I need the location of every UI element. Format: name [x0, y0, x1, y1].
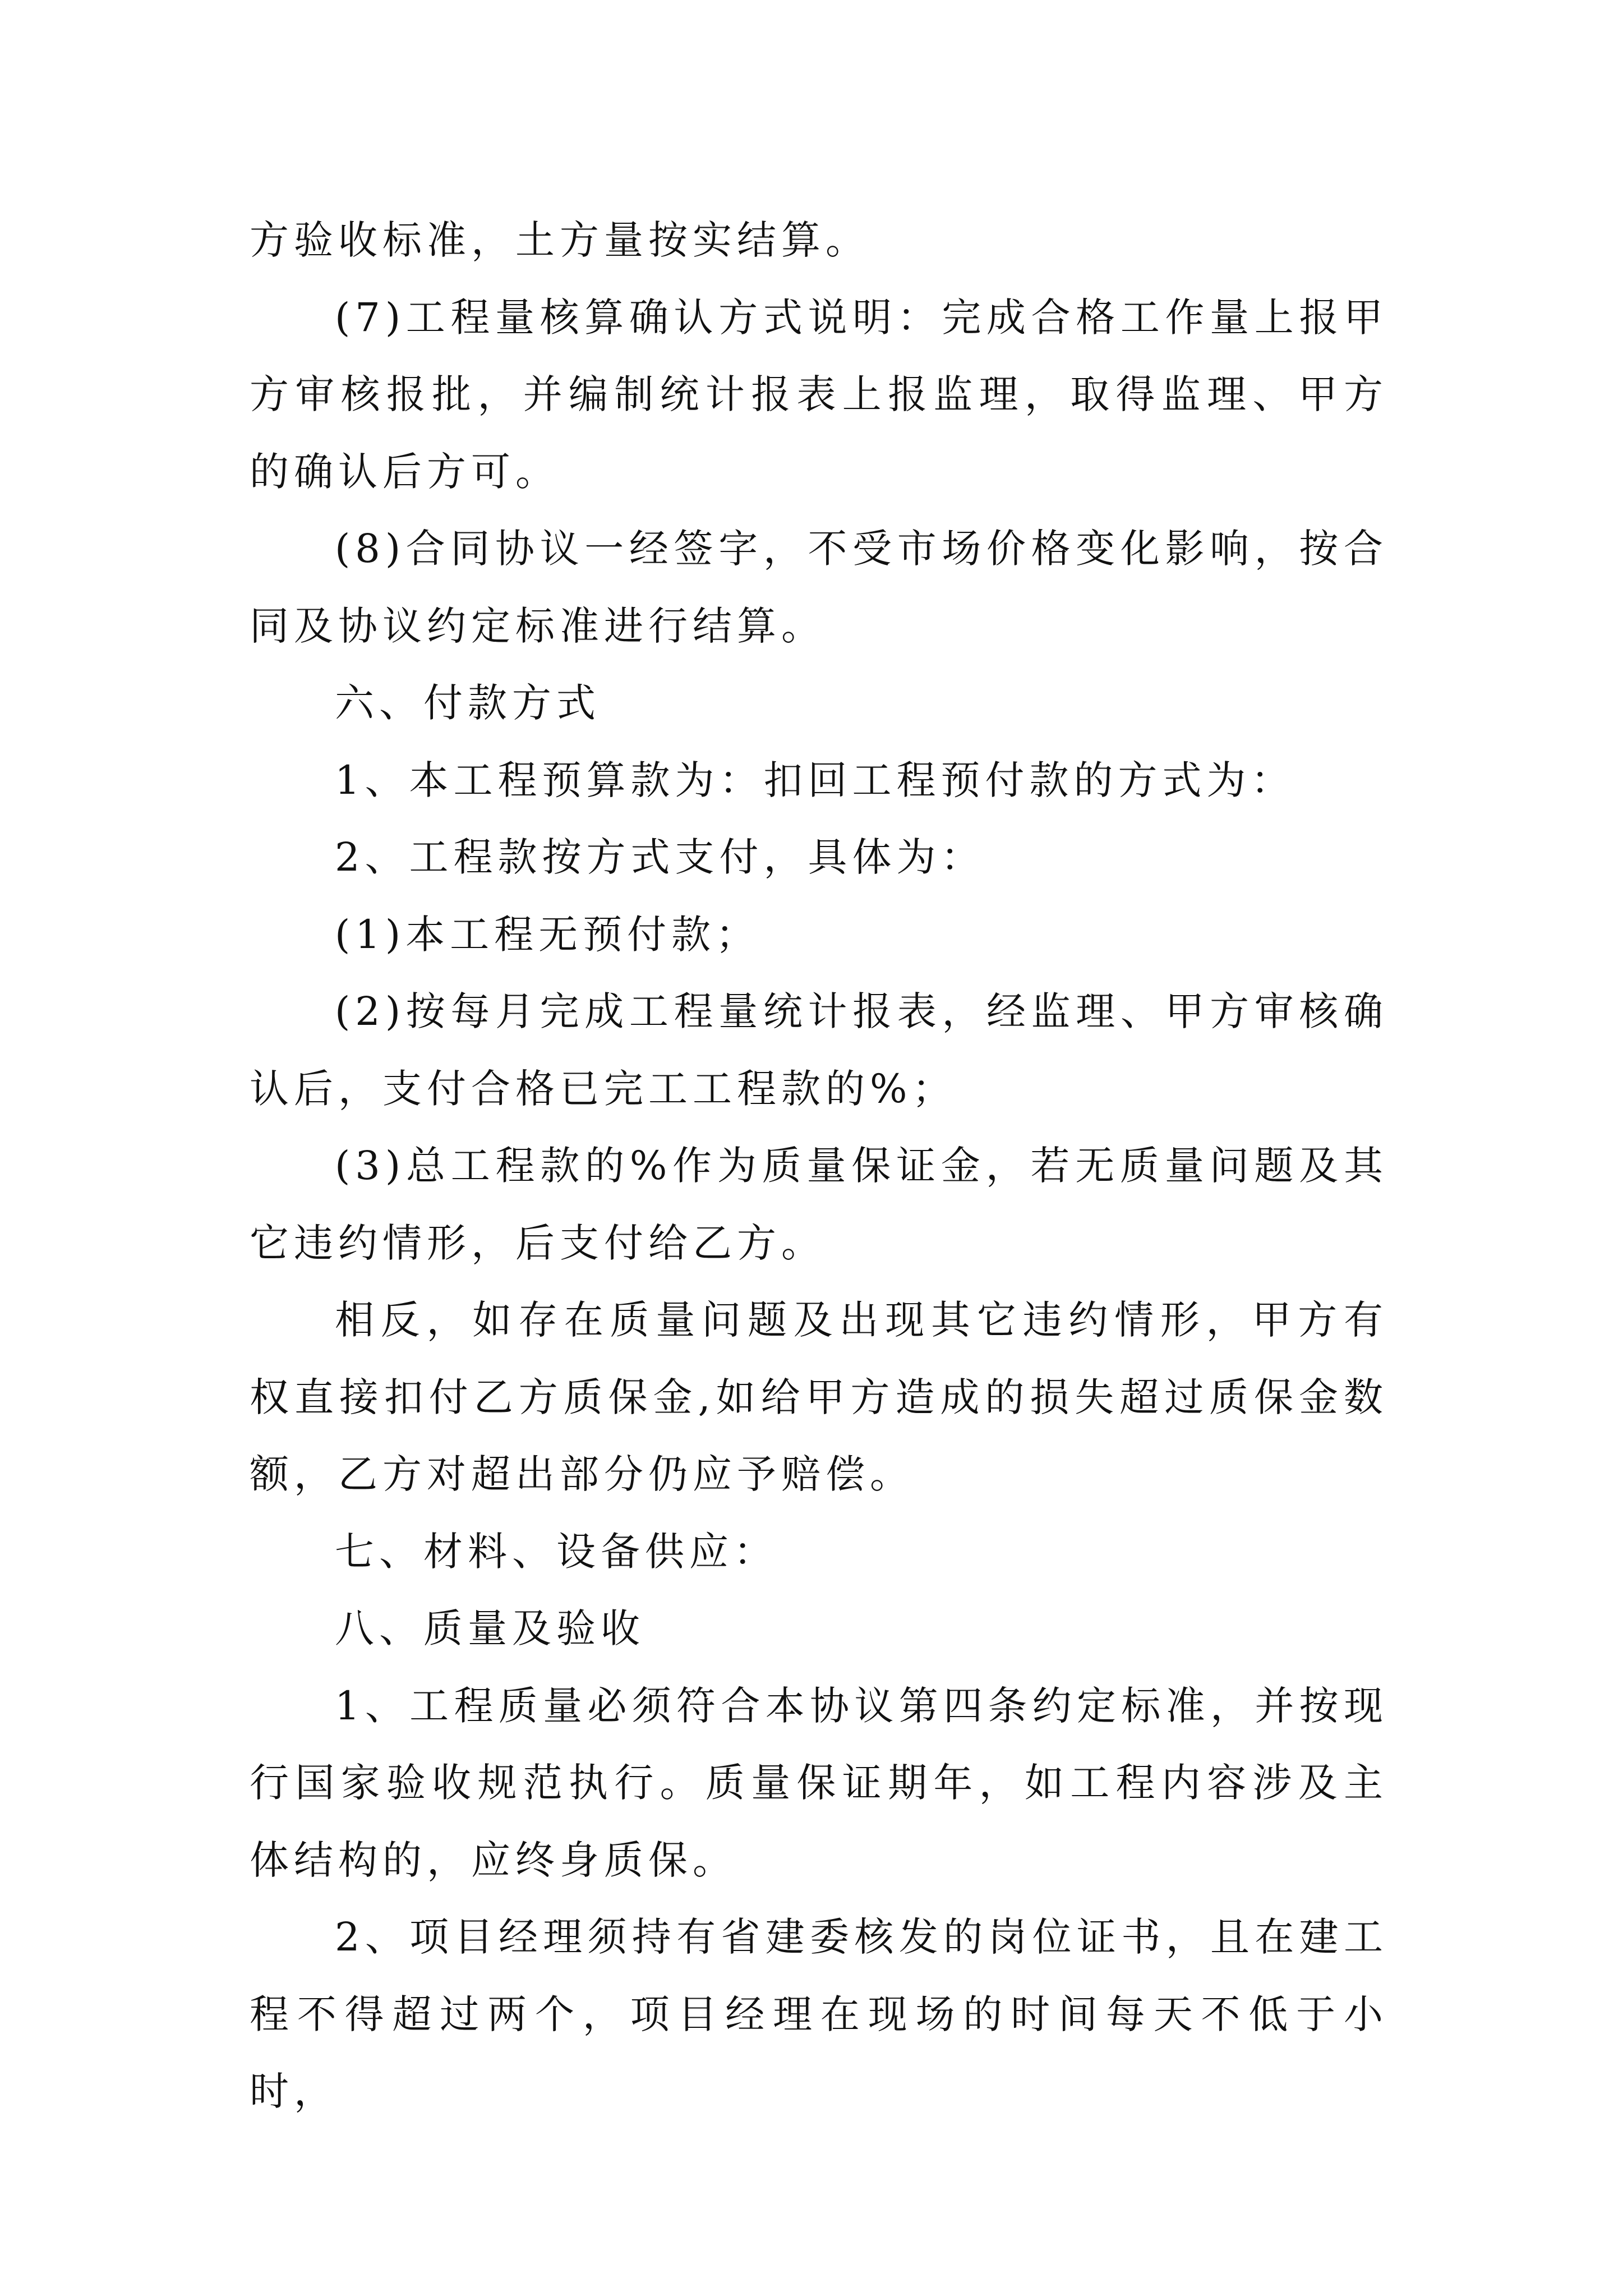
paragraph-no-prepayment: (1)本工程无预付款； — [335, 911, 760, 958]
section-heading-payment: 六、付款方式 — [335, 680, 601, 726]
paragraph-quality-standard: 1、工程质量必须符合本协议第四条约定标准，并按现行国家验收规范执行。质量保证期年，如工程内容涉及主体结构的，应终身质保。 — [250, 1682, 1388, 1883]
paragraph-continuation: 方验收标准，土方量按实结算。 — [250, 217, 870, 263]
paragraph-deposit-deduction: 相反，如存在质量问题及出现其它违约情形，甲方有权直接扣付乙方质保金,如给甲方造成的损失超过质保金数额，乙方对超出部分仍应予赔偿。 — [250, 1297, 1388, 1497]
paragraph-quality-deposit: (3)总工程款的%作为质量保证金，若无质量问题及其它违约情形，后支付给乙方。 — [250, 1143, 1388, 1266]
document-body — [250, 202, 1388, 2131]
paragraph-monthly-payment: (2)按每月完成工程量统计报表，经监理、甲方审核确认后，支付合格已完工工程款的%； — [250, 988, 1388, 1112]
section-heading-materials: 七、材料、设备供应： — [335, 1528, 778, 1575]
paragraph-payment-method: 2、工程款按方式支付，具体为： — [335, 834, 985, 880]
paragraph-item-7: (7)工程量核算确认方式说明：完成合格工作量上报甲方审核报批，并编制统计报表上报监理，取得监理、甲方的确认后方可。 — [250, 294, 1388, 495]
section-heading-quality: 八、质量及验收 — [335, 1605, 645, 1651]
paragraph-item-8: (8)合同协议一经签字，不受市场价格变化影响，按合同及协议约定标准进行结算。 — [250, 526, 1388, 649]
paragraph-budget: 1、本工程预算款为：扣回工程预付款的方式为： — [335, 757, 1295, 803]
paragraph-project-manager: 2、项目经理须持有省建委核发的岗位证书，且在建工程不得超过两个，项目经理在现场的时间每天不低于小时， — [250, 1914, 1388, 2114]
